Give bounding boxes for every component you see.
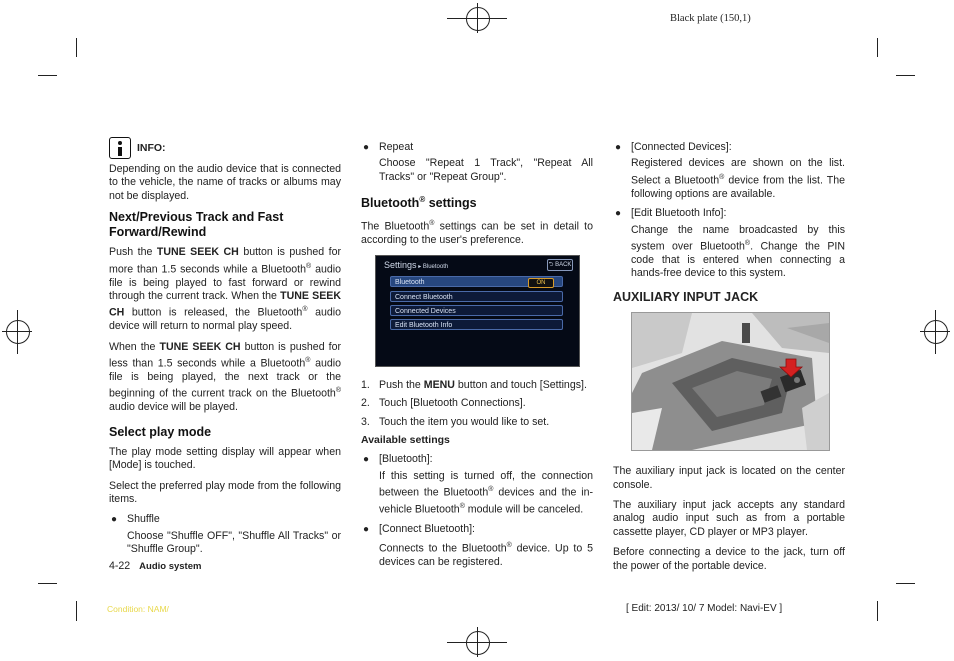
info-text: Depending on the audio device that is connected to the vehicle, the name of tracks or albums may not be displayed. — [109, 163, 341, 202]
page-number: 4-22 Audio system — [109, 560, 202, 572]
available-settings-heading: Available settings — [361, 433, 450, 446]
step-3: 3. Touch the item you would like to set. — [361, 415, 550, 428]
info-icon — [109, 137, 131, 159]
option-edit-bluetooth-info: ● [Edit Bluetooth Info]: Change the name broadcasted by this system over Bluetooth®. Change the PIN code that is entered when connecting a hands-free device to this system. — [615, 207, 845, 280]
screen-menu-bluetooth: Bluetooth ON — [390, 276, 563, 287]
aux-paragraph-3: Before connecting a device to the jack, turn off the power of the portable device. — [613, 546, 845, 572]
bullet-icon: ● — [363, 454, 370, 466]
track-paragraph-1: Push the TUNE SEEK CH button is pushed for more than 1.5 seconds while a Bluetooth® audio file is being played to fast forward or rewind through the current track. When the TUNE SEEK CH button is released, the Bluetooth® audio device will return to normal play speed. — [109, 246, 342, 333]
play-mode-paragraph-2: Select the preferred play mode from the following items. — [109, 479, 341, 506]
bluetooth-settings-heading: Bluetooth® settings — [361, 195, 477, 211]
bullet-icon: ● — [363, 524, 370, 536]
bullet-icon: ● — [615, 208, 622, 220]
bullet-icon: ● — [363, 142, 370, 153]
section-title: Audio system — [139, 561, 202, 572]
settings-screen-image — [375, 255, 580, 367]
option-bluetooth: ● [Bluetooth]: If this setting is turned off, the connection between the Bluetooth® devices and the in-vehicle Bluetooth® module will be canceled. — [363, 453, 593, 516]
screen-title: Settings ▸ Bluetooth — [384, 259, 449, 270]
track-heading: Next/Previous Track and Fast Forward/Rewind — [109, 210, 284, 240]
info-block — [109, 137, 341, 159]
screen-menu-connected-devices: Connected Devices — [390, 305, 563, 316]
aux-jack-photo — [631, 312, 830, 451]
step-2: 2. Touch [Bluetooth Connections]. — [361, 397, 526, 410]
bullet-icon: ● — [111, 514, 118, 526]
info-label: INFO: — [136, 141, 166, 154]
shuffle-item: ● Shuffle Choose "Shuffle OFF", "Shuffle All Tracks" or "Shuffle Group". — [111, 513, 341, 556]
screen-menu-connect: Connect Bluetooth — [390, 291, 563, 302]
bluetooth-settings-intro: The Bluetooth® settings can be set in detail to according to the user's preference. — [361, 220, 594, 247]
bullet-icon: ● — [615, 142, 622, 153]
repeat-item: ● Repeat Choose "Repeat 1 Track", "Repeat All Tracks" or "Repeat Group". — [363, 141, 593, 183]
track-paragraph-2: When the TUNE SEEK CH button is pushed for less than 1.5 seconds while a Bluetooth® audio file is being played, the next track or the beginning of the current track on the Bluetooth® audio device will be played. — [109, 340, 342, 414]
step-1: 1. Push the MENU button and touch [Settings]. — [361, 378, 587, 391]
aux-paragraph-2: The auxiliary input jack accepts any standard analog audio input such as from a portable cassette player, CD player or MP3 player. — [613, 498, 845, 538]
middle-column — [361, 141, 593, 576]
option-connected-devices: ● [Connected Devices]: Registered devices are shown on the list. Select a Bluetooth® device from the list. The following options are available. — [615, 141, 845, 200]
aux-heading: AUXILIARY INPUT JACK — [613, 289, 759, 304]
screen-menu-edit-info: Edit Bluetooth Info — [390, 319, 563, 330]
play-mode-paragraph-1: The play mode setting display will appear when [Mode] is touched. — [109, 445, 341, 472]
left-column — [109, 137, 341, 563]
option-connect-bluetooth: ● [Connect Bluetooth]: Connects to the Bluetooth® device. Up to 5 devices can be registered. — [363, 523, 594, 569]
screen-toggle-on: ON — [528, 278, 554, 288]
edit-info: [ Edit: 2013/ 10/ 7 Model: Navi-EV ] — [626, 603, 783, 614]
aux-paragraph-1: The auxiliary input jack is located on the center console. — [613, 465, 845, 491]
console-illustration — [632, 313, 829, 450]
right-column — [613, 141, 845, 580]
screen-back-button: ⮌ BACK — [547, 259, 573, 271]
condition-label: Condition: NAM/ — [107, 604, 169, 614]
plate-label: Black plate (150,1) — [670, 13, 751, 24]
play-mode-heading: Select play mode — [109, 424, 212, 439]
